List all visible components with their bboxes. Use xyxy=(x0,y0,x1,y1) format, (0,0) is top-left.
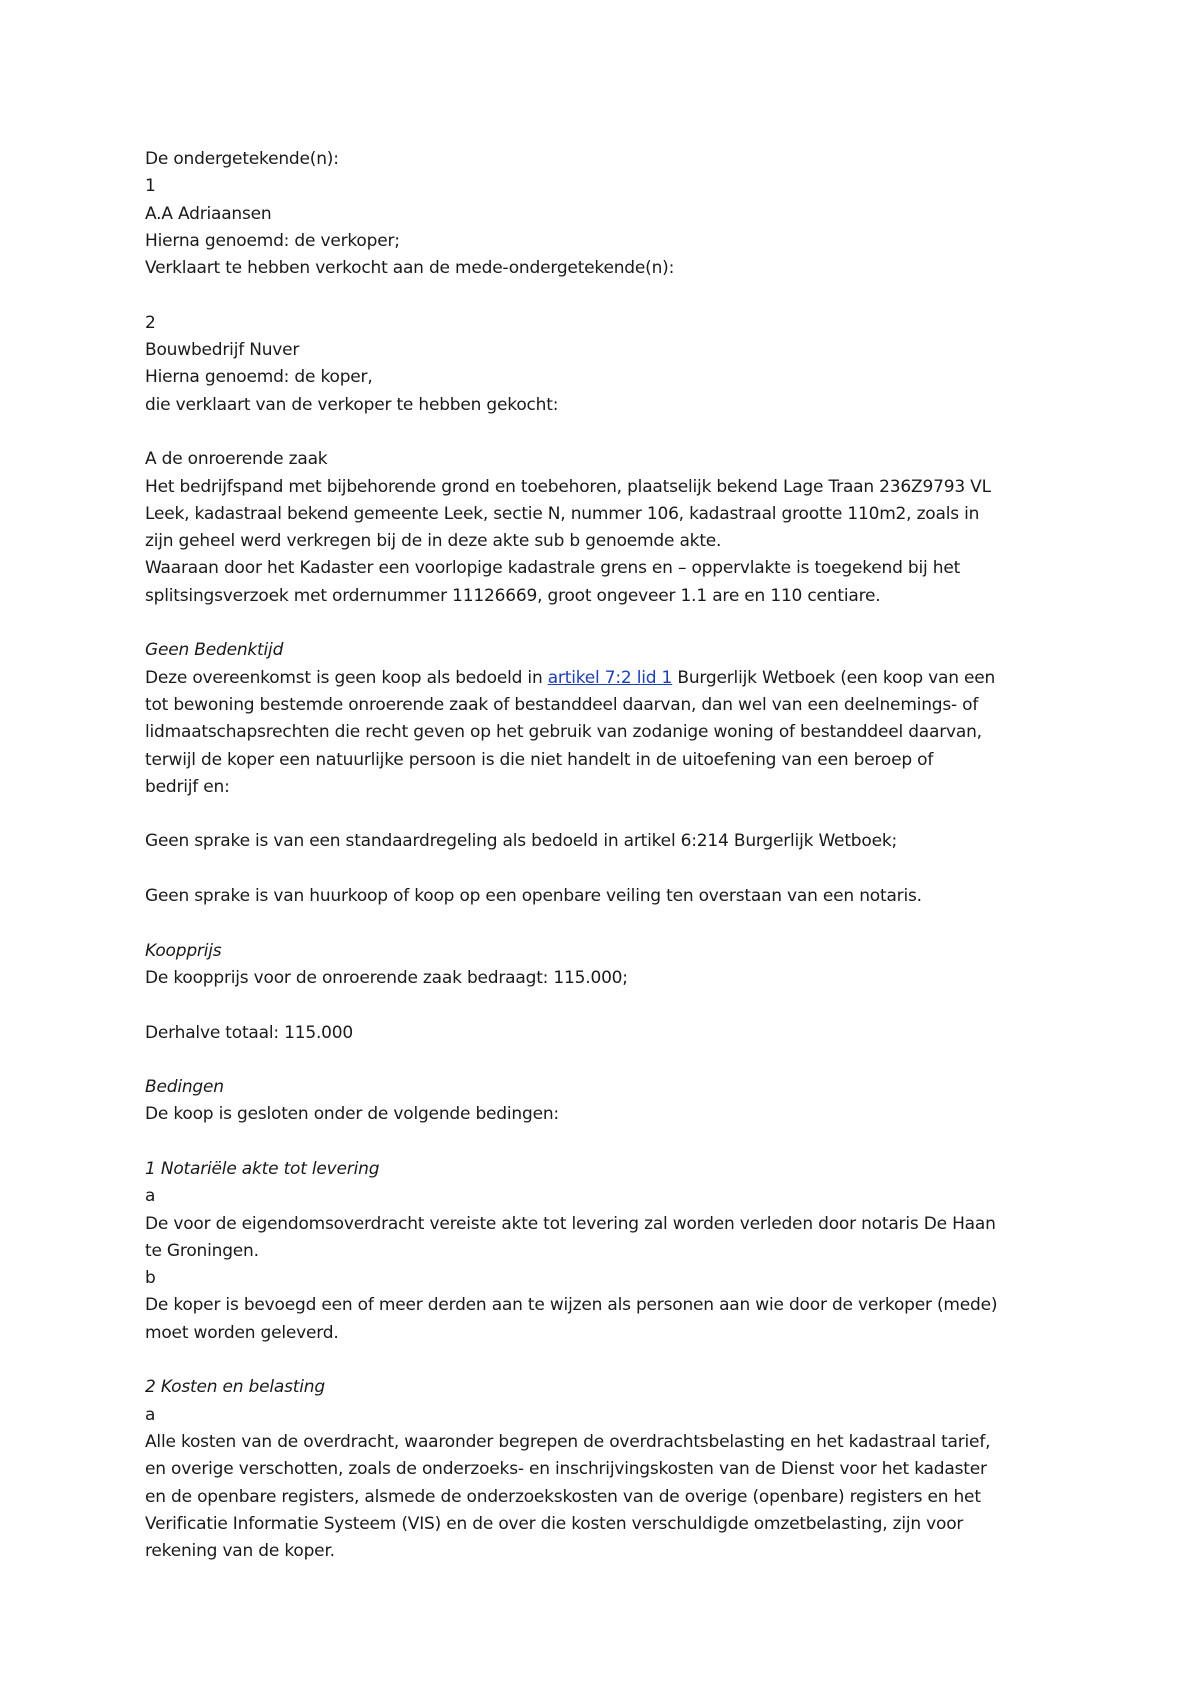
section1-b-label: b xyxy=(145,1268,156,1289)
property-heading: A de onroerende zaak xyxy=(145,449,328,470)
reflection-line: bedrijf en: xyxy=(145,776,230,797)
reflection-line: lidmaatschapsrechten die recht geven op het gebruik van zodanige woning of bestanddeel daarvan, xyxy=(145,722,982,743)
spacer xyxy=(145,419,1075,446)
conditions-heading: Bedingen xyxy=(145,1077,224,1098)
reflection-line: terwijl de koper een natuurlijke persoon is die niet handelt in de uitoefening van een beroep of xyxy=(145,749,934,770)
buyer-statement: die verklaart van de verkoper te hebben gekocht: xyxy=(145,394,559,415)
seller-statement: Verklaart te hebben verkocht aan de mede-ondergetekende(n): xyxy=(145,258,675,279)
conditions-intro: De koop is gesloten onder de volgende bedingen: xyxy=(145,1104,559,1125)
property-line: splitsingsverzoek met ordernummer 11126669, groot ongeveer 1.1 are en 110 centiare. xyxy=(145,585,881,606)
auction-line: Geen sprake is van huurkoop of koop op een openbare veiling ten overstaan van een notaris. xyxy=(145,886,922,907)
section2-a-line: rekening van de koper. xyxy=(145,1541,335,1562)
section2-a-line: Verificatie Informatie Systeem (VIS) en de over die kosten verschuldigde omzetbelasting, zijn voor xyxy=(145,1513,964,1534)
spacer xyxy=(145,910,1075,937)
seller-role: Hierna genoemd: de verkoper; xyxy=(145,230,400,251)
buyer-name: Bouwbedrijf Nuver xyxy=(145,340,300,361)
property-line: Het bedrijfspand met bijbehorende grond en toebehoren, plaatselijk bekend Lage Traan 236Z9793 VL xyxy=(145,476,991,497)
reflection-first-line xyxy=(145,665,1075,692)
price-amount: De koopprijs voor de onroerende zaak bedraagt: 115.000; xyxy=(145,967,628,988)
section1-b-line: De koper is bevoegd een of meer derden aan te wijzen als personen aan wie door de verkoper (mede) xyxy=(145,1295,998,1316)
spacer xyxy=(145,856,1075,883)
property-line: Waaraan door het Kadaster een voorlopige kadastrale grens en – oppervlakte is toegekend bij het xyxy=(145,558,961,579)
section2-heading: 2 Kosten en belasting xyxy=(145,1377,325,1398)
section1-a-line: te Groningen. xyxy=(145,1240,259,1261)
section1-heading: 1 Notariële akte tot levering xyxy=(145,1158,380,1179)
property-line: zijn geheel werd verkregen bij de in deze akte sub b genoemde akte. xyxy=(145,531,722,552)
spacer xyxy=(145,1129,1075,1156)
buyer-role: Hierna genoemd: de koper, xyxy=(145,367,373,388)
parties-intro: De ondergetekende(n): xyxy=(145,149,339,169)
seller-name: A.A Adriaansen xyxy=(145,203,272,224)
standard-rule-line: Geen sprake is van een standaardregeling als bedoeld in artikel 6:214 Burgerlijk Wetboek; xyxy=(145,831,898,852)
seller-number: 1 xyxy=(145,176,156,197)
section2-a-line: en de openbare registers, alsmede de onderzoekskosten van de overige (openbare) registers en het xyxy=(145,1486,981,1507)
price-heading: Koopprijs xyxy=(145,940,222,961)
section2-a-line: Alle kosten van de overdracht, waaronder begrepen de overdrachtsbelasting en het kadastraal tarief, xyxy=(145,1431,991,1452)
spacer xyxy=(145,1347,1075,1374)
price-total: Derhalve totaal: 115.000 xyxy=(145,1022,353,1043)
section1-a-label: a xyxy=(145,1186,156,1207)
spacer xyxy=(145,1047,1075,1074)
property-line: Leek, kadastraal bekend gemeente Leek, sectie N, nummer 106, kadastraal grootte 110m2, zoals in xyxy=(145,503,980,524)
spacer xyxy=(145,801,1075,828)
spacer xyxy=(145,282,1075,309)
reflection-heading: Geen Bedenktijd xyxy=(145,640,284,661)
article-link[interactable]: artikel 7:2 lid 1 xyxy=(547,667,673,688)
spacer xyxy=(145,610,1075,637)
document-body xyxy=(145,146,1075,1565)
buyer-number: 2 xyxy=(145,312,156,333)
section2-a-line: en overige verschotten, zoals de onderzoeks- en inschrijvingskosten van de Dienst voor het kadaster xyxy=(145,1459,987,1480)
spacer xyxy=(145,992,1075,1019)
section1-a-line: De voor de eigendomsoverdracht vereiste akte tot levering zal worden verleden door notaris De Haan xyxy=(145,1213,996,1234)
reflection-text-before: Deze overeenkomst is geen koop als bedoeld in xyxy=(145,667,548,688)
reflection-line: tot bewoning bestemde onroerende zaak of bestanddeel daarvan, dan wel van een deelnemings- of xyxy=(145,694,979,715)
reflection-text-after: Burgerlijk Wetboek (een koop van een xyxy=(672,667,996,688)
section1-b-line: moet worden geleverd. xyxy=(145,1322,339,1343)
section2-a-label: a xyxy=(145,1404,156,1425)
